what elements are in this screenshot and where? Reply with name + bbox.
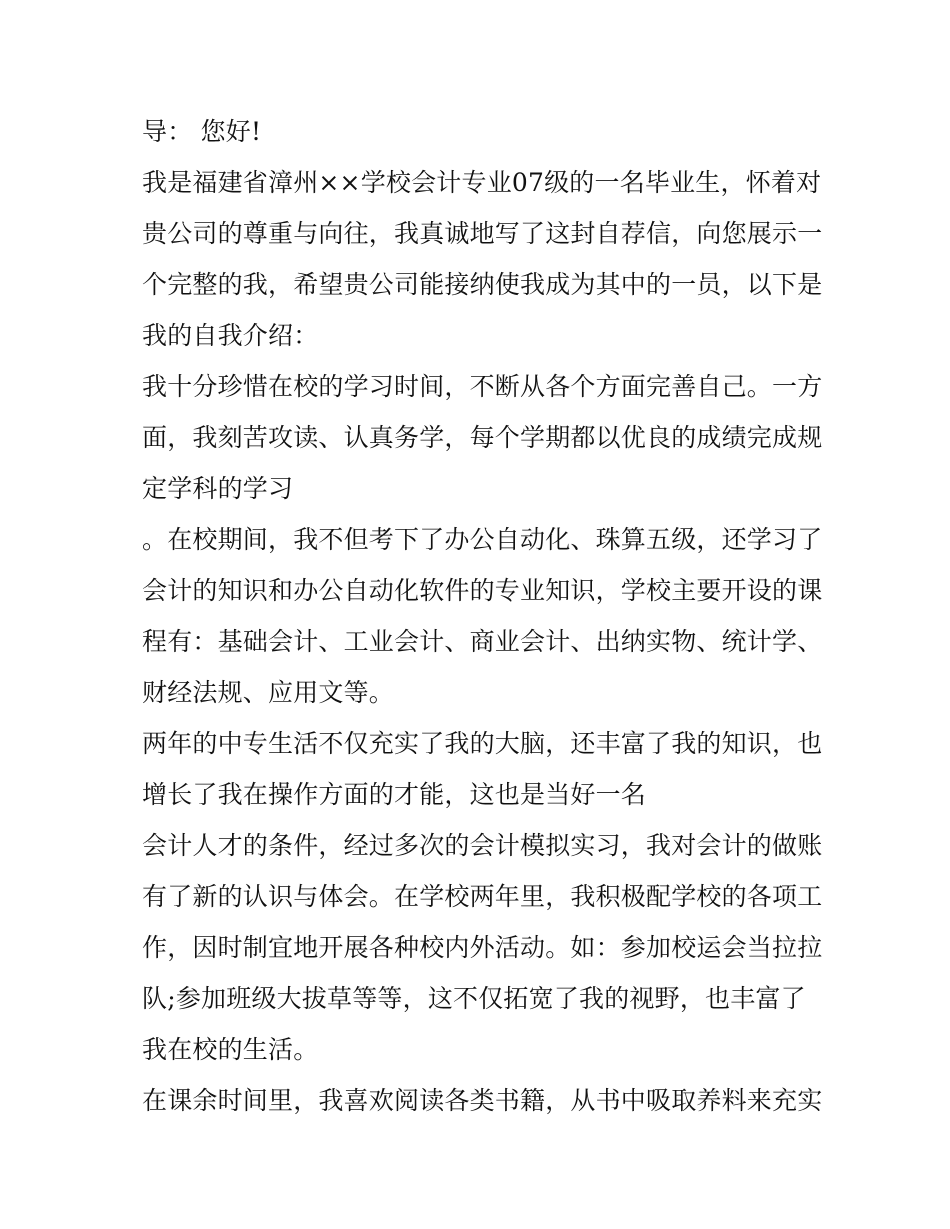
text-line: 会计人才的条件，经过多次的会计模拟实习，我对会计的做账 [142, 831, 823, 860]
text-line: 我的自我介绍： [142, 321, 319, 350]
text-line: 我十分珍惜在校的学习时间，不断从各个方面完善自己。一方 [142, 372, 823, 401]
text-line: 我是福建省漳州××学校会计专业07级的一名毕业生，怀着对 [142, 168, 822, 197]
text-line: 队;参加班级大拔草等等，这不仅拓宽了我的视野，也丰富了 [142, 984, 806, 1013]
text-line: 贵公司的尊重与向往，我真诚地写了这封自荐信，向您展示一 [142, 219, 823, 248]
text-line: 。在校期间，我不但考下了办公自动化、珠算五级，还学习了 [142, 525, 823, 554]
text-line: 定学科的学习 [142, 474, 294, 503]
text-line: 财经法规、应用文等。 [142, 678, 395, 707]
text-line: 导： 您好! [142, 117, 262, 146]
text-line: 增长了我在操作方面的才能，这也是当好一名 [142, 780, 647, 809]
text-line: 有了新的认识与体会。在学校两年里，我积极配学校的各项工 [142, 882, 823, 911]
text-line: 作，因时制宜地开展各种校内外活动。如：参加校运会当拉拉 [142, 933, 823, 962]
letter-body [142, 106, 822, 1126]
text-line: 我在校的生活。 [142, 1035, 319, 1064]
text-line: 两年的中专生活不仅充实了我的大脑，还丰富了我的知识，也 [142, 729, 823, 758]
text-line: 面，我刻苦攻读、认真务学，每个学期都以优良的成绩完成规 [142, 423, 823, 452]
text-line: 会计的知识和办公自动化软件的专业知识，学校主要开设的课 [142, 576, 823, 605]
text-line: 个完整的我，希望贵公司能接纳使我成为其中的一员，以下是 [142, 270, 823, 299]
text-line: 程有：基础会计、工业会计、商业会计、出纳实物、统计学、 [142, 627, 823, 656]
text-line: 在课余时间里，我喜欢阅读各类书籍，从书中吸取养料来充实 [142, 1086, 823, 1115]
